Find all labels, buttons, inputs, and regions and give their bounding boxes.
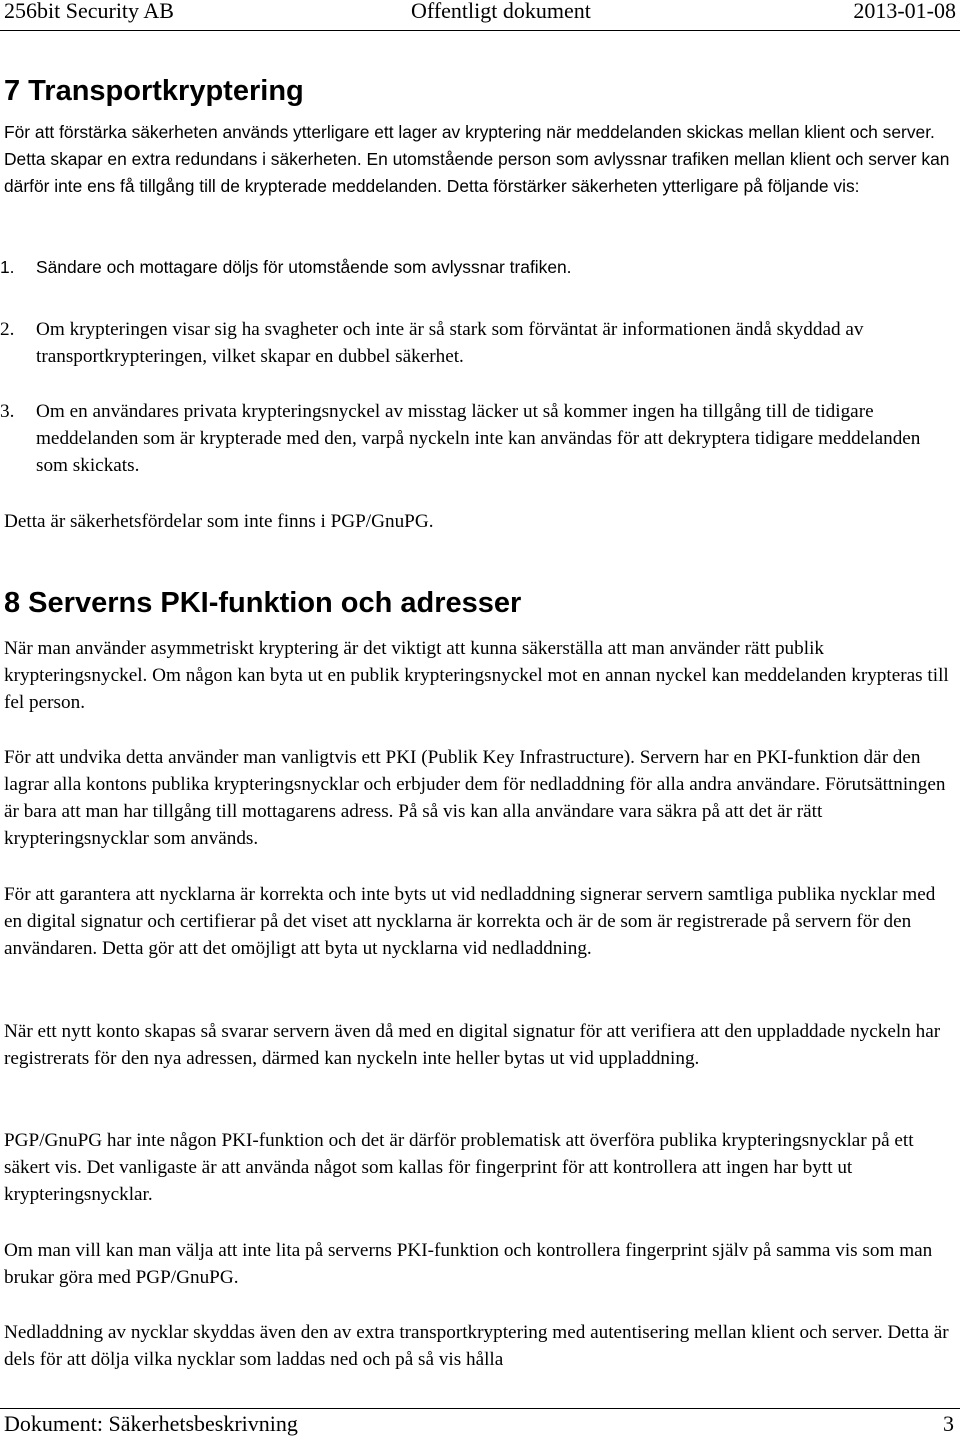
header-classification: Offentligt dokument	[411, 0, 591, 23]
paragraph: Nedladdning av nycklar skyddas även den av extra transportkryptering med autentisering mellan klient och server. Detta är dels för att dölja vilka nycklar som laddas ned och på så vis hålla	[4, 1322, 949, 1370]
intro-sentence-a: För att förstärka säkerheten används ytterligare ett lager av kryptering när meddelanden skickas mellan klient och server. Detta skapar en extra redundans i säkerheten.	[4, 122, 935, 169]
section-8-heading: 8 Serverns PKI-funktion och adresser	[4, 587, 522, 619]
footer-divider	[0, 1408, 960, 1409]
list-item-text: Sändare och mottagare döljs för utomstående som avlyssnar trafiken.	[36, 257, 572, 277]
list-number: 2.	[0, 319, 15, 340]
paragraph: PGP/GnuPG har inte någon PKI-funktion och det är därför problematisk att överföra publika krypteringsnycklar på ett säkert vis. Det vanligaste är att använda något som kallas för fingerprint för att kontrollera att ingen har bytt ut krypteringsnycklar.	[4, 1130, 914, 1205]
list-item-1	[0, 254, 956, 281]
list-item-3	[0, 398, 956, 479]
page-header	[0, 0, 960, 26]
header-date: 2013-01-08	[853, 0, 956, 23]
page-footer	[0, 1412, 960, 1440]
header-divider	[0, 30, 960, 31]
list-number: 3.	[0, 401, 15, 422]
list-number: 1.	[0, 257, 15, 277]
paragraph: När ett nytt konto skapas så svarar servern även då med en digital signatur för att verifiera att den uppladdade nyckeln har registrerats för den nya adressen, därmed kan nyckeln inte heller bytas ut vid uppladdning.	[4, 1021, 941, 1069]
list-item-2	[0, 316, 956, 370]
paragraph: För att undvika detta använder man vanligtvis ett PKI (Publik Key Infrastructure). Servern har en PKI-funktion där den lagrar alla kontons publika krypteringsnycklar och erbjuder dem för nedladdning för alla andra användare. Förutsättningen är bara att man har tillgång till mottagarens adress. På så vis kan alla användare vara säkra på att det är rätt krypteringsnycklar som används.	[4, 747, 946, 849]
header-company: 256bit Security AB	[4, 0, 174, 23]
section-7-intro-part-1	[4, 119, 956, 200]
paragraph: Om man vill kan man välja att inte lita på serverns PKI-funktion och kontrollera fingerprint själv på samma vis som man brukar göra med PGP/GnuPG.	[4, 1240, 933, 1288]
page-number: 3	[943, 1411, 954, 1436]
list-item-text: Om krypteringen visar sig ha svagheter och inte är så stark som förväntat är informationen ändå skyddad av transportkrypteringen, vilket skapar en dubbel säkerhet.	[36, 319, 864, 367]
paragraph: För att garantera att nycklarna är korrekta och inte byts ut vid nedladdning signerar servern samtliga publika nycklar med en digital signatur och certifierar på det viset att nycklarna är korrekta och är de som är registrerade på servern för den användaren. Detta gör att det omöjligt att byta ut nycklarna vid nedladdning.	[4, 884, 936, 959]
paragraph: När man använder asymmetriskt kryptering är det viktigt att kunna säkerställa att man använder rätt publik krypteringsnyckel. Om någon kan byta ut en publik krypteringsnyckel mot en annan nyckel kan meddelanden krypteras till fel person.	[4, 638, 949, 713]
section-7-heading: 7 Transportkryptering	[4, 75, 304, 107]
list-item-text: Om en användares privata krypteringsnyckel av misstag läcker ut så kommer ingen ha tillgång till de tidigare meddelanden som är krypterade med den, varpå nyckeln inte kan användas för att dekryptera tidigare meddelanden som skickats.	[36, 401, 921, 476]
section-7-closing: Detta är säkerhetsfördelar som inte finns i PGP/GnuPG.	[4, 511, 434, 532]
footer-document-title: Dokument: Säkerhetsbeskrivning	[4, 1411, 298, 1436]
intro-sentence-b: En utomstående person som avlyssnar trafiken mellan klient och server kan därför inte ens få tillgång till de krypterade meddelanden. Detta förstärker säkerheten ytterligare på följande vis:	[4, 149, 950, 196]
